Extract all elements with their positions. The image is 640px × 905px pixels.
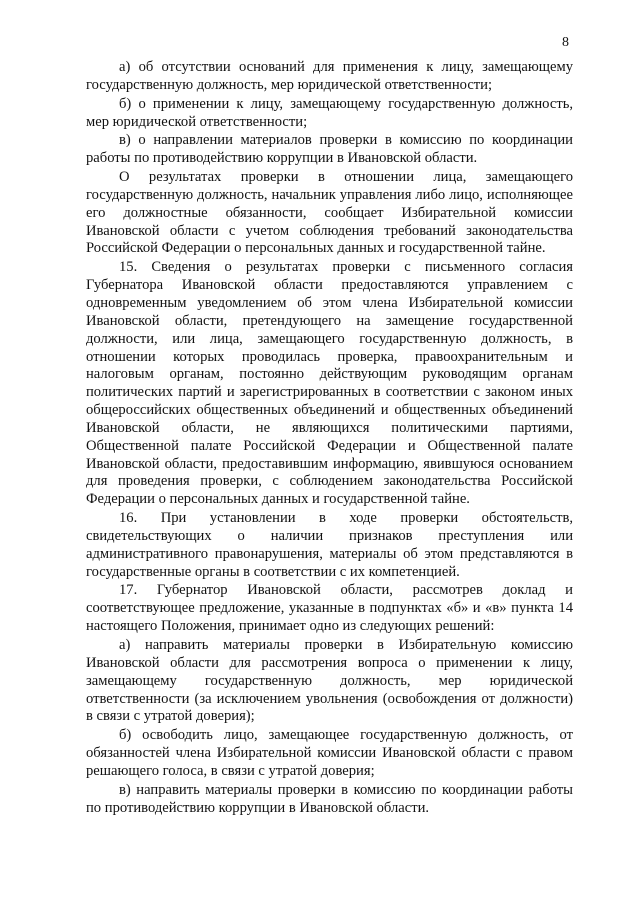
paragraph-17-a: а) направить материалы проверки в Избирательную комиссию Ивановской области для рассмотрения вопроса о применении к лицу, замещающему государственную должность, мер юридической ответственности (за исключением увольнения (освобождения от должности) в связи с утратой доверия); [86, 637, 573, 725]
paragraph-17: 17. Губернатор Ивановской области, рассмотрев доклад и соответствующее предложение, указанные в подпунктах «б» и «в» пункта 14 настоящего Положения, принимает одно из следующих решений: [86, 582, 573, 635]
paragraph-decision-b: б) о применении к лицу, замещающему государственную должность, мер юридической ответственности; [86, 95, 573, 130]
paragraph-decision-c: в) о направлении материалов проверки в комиссию по координации работы по противодействию коррупции в Ивановской области. [86, 132, 573, 167]
paragraph-16: 16. При установлении в ходе проверки обстоятельств, свидетельствующих о наличии признаков преступления или административного правонарушения, материалы об этом представляются в государственные органы в соответствии с их компетенцией. [86, 510, 573, 580]
paragraph-15: 15. Сведения о результатах проверки с письменного согласия Губернатора Ивановской области предоставляются управлением с одновременным уведомлением об этом члена Избирательной комиссии Ивановской области, претендующего на замещение государственной должности, или лица, замещающего государственную должность, в отношении которых проводилась проверка, правоохранительным и налоговым органам, постоянно действующим руководящим органам политических партий и зарегистрированных в соответствии с законом иных общероссийских общественных объединений и общественных объединений Ивановской области, не являющихся политическими партиями, Общественной палате Российской Федерации и Общественной палате Ивановской области, предоставившим информацию, явившуюся основанием для проведения проверки, с соблюдением законодательства Российской Федерации о персональных данных и государственной тайне. [86, 259, 573, 508]
paragraph-17-c: в) направить материалы проверки в комиссию по координации работы по противодействию коррупции в Ивановской области. [86, 781, 573, 816]
document-body [86, 59, 573, 818]
paragraph-decision-a: а) об отсутствии оснований для применения к лицу, замещающему государственную должность, мер юридической ответственности; [86, 59, 573, 93]
paragraph-results-notice: О результатах проверки в отношении лица, замещающего государственную должность, начальник управления либо лицо, исполняющее его должностные обязанности, сообщает Избирательной комиссии Ивановской области с учетом соблюдения требований законодательства Российской Федерации о персональных данных и государственной тайне. [86, 169, 573, 257]
page-number: 8 [562, 35, 569, 50]
paragraph-17-b: б) освободить лицо, замещающее государственную должность, от обязанностей члена Избирательной комиссии Ивановской области с правом решающего голоса, в связи с утратой доверия; [86, 727, 573, 779]
